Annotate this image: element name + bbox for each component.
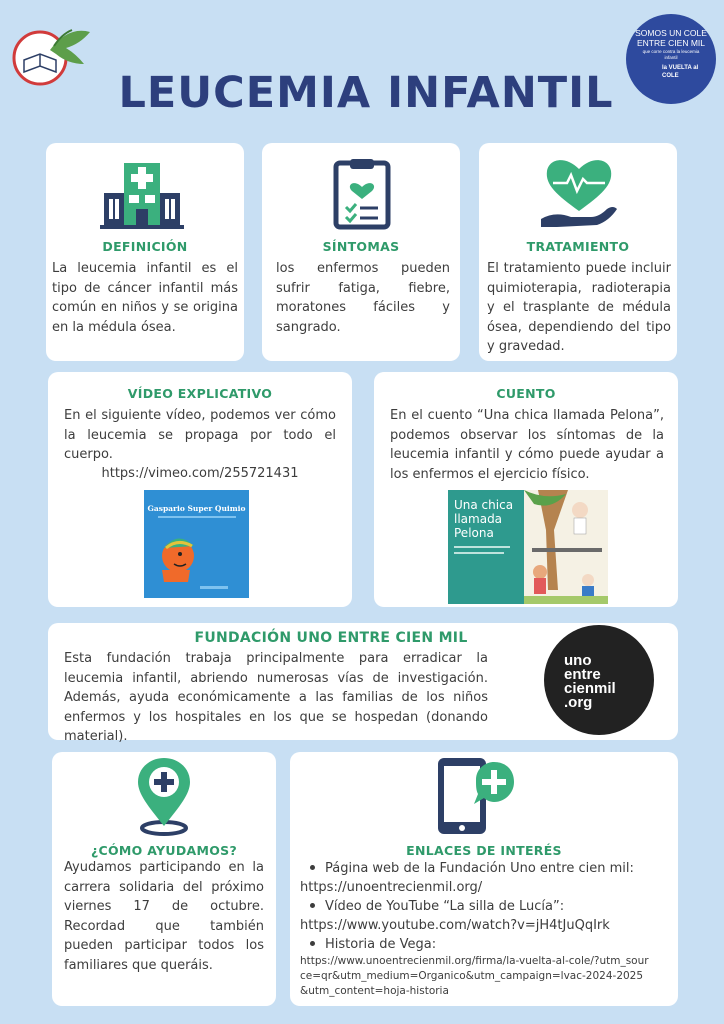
video-text: En el siguiente vídeo, podemos ver cómo la leucemia se propaga por todo el cuerpo.	[64, 408, 336, 462]
story-text: En el cuento “Una chica llamada Pelona”, podemos observar los síntomas de la leucemia infantil y cómo puede ayudar a los enfermos el ejercicio físico.	[390, 408, 664, 482]
list-item	[300, 897, 670, 935]
book-title-2: llamada	[454, 512, 503, 526]
book-illustration	[448, 490, 608, 604]
heart-hand-icon	[537, 153, 621, 235]
tablet-plus-icon	[432, 756, 516, 840]
page-title: LEUCEMIA INFANTIL	[118, 68, 614, 118]
symptoms-heading: SÍNTOMAS	[322, 239, 400, 254]
logo-line-uno: uno	[564, 652, 592, 669]
video-thumbnail[interactable]	[144, 490, 249, 598]
story-card	[374, 372, 678, 607]
how-we-help-heading: ¿CÓMO AYUDAMOS?	[90, 843, 238, 858]
bullet-icon	[310, 941, 315, 946]
foundation-heading: FUNDACIÓN UNO ENTRE CIEN MIL	[194, 630, 468, 646]
bullet-icon	[310, 903, 315, 908]
treatment-text: El tratamiento puede incluir quimioterapia, radioterapia y el trasplante de médula ósea, dependiendo del tipo y gravedad.	[487, 261, 671, 354]
video-link[interactable]: https://vimeo.com/255721431	[101, 466, 299, 481]
symptoms-text: los enfermos pueden sufrir fatiga, fiebre, moratones fáciles y sangrado.	[276, 261, 450, 335]
book-title-3: Pelona	[454, 526, 494, 540]
link-label: Página web de la Fundación Uno entre cien mil:	[325, 861, 634, 876]
video-heading: VÍDEO EXPLICATIVO	[127, 386, 273, 401]
badge-line4: la VUELTA al COLE	[662, 65, 699, 79]
links-card	[290, 752, 678, 1006]
definition-card	[46, 143, 244, 361]
logo-line-entre: entre	[564, 666, 601, 683]
link-url[interactable]: https://unoentrecienmil.org/	[300, 880, 483, 895]
badge-line2: ENTRE CIEN MIL	[636, 38, 705, 48]
story-heading: CUENTO	[496, 386, 556, 401]
logo-line-cienmil: cienmil	[564, 680, 616, 697]
cartoon-boy-icon	[144, 490, 249, 598]
left-logo	[10, 20, 94, 92]
definition-heading: DEFINICIÓN	[102, 239, 188, 254]
badge-line1: SOMOS UN COLE	[635, 28, 707, 38]
hospital-icon	[100, 159, 184, 235]
link-url[interactable]: https://www.youtube.com/watch?v=jH4tJuQqIrk	[300, 918, 610, 933]
foundation-logo[interactable]	[544, 625, 654, 735]
links-heading: ENLACES DE INTERÉS	[406, 843, 562, 858]
how-we-help-card	[52, 752, 276, 1006]
video-card	[48, 372, 352, 607]
list-item	[300, 935, 670, 999]
bullet-icon	[310, 865, 315, 870]
symptoms-card	[262, 143, 460, 361]
book-title-1: Una chica	[454, 498, 514, 512]
how-we-help-text: Ayudamos participando en la carrera solidaria del próximo viernes 17 de octubre. Recordad que también pueden participar todos los familiares que queráis.	[64, 860, 264, 973]
link-label: Historia de Vega:	[325, 937, 437, 952]
links-list	[300, 859, 670, 999]
link-label: Vídeo de YouTube “La silla de Lucía”:	[325, 899, 565, 914]
badge-line3: que corre contra la leucemia infantil	[642, 49, 700, 60]
clipboard-heart-icon	[332, 157, 392, 235]
campaign-badge	[624, 12, 718, 106]
treatment-heading: TRATAMIENTO	[526, 239, 630, 254]
video-thumb-title: Gaspario Super Quimio	[147, 504, 246, 513]
foundation-card	[48, 623, 678, 744]
book-cover[interactable]	[448, 490, 608, 604]
definition-text: La leucemia infantil es el tipo de cáncer infantil más común en niños y se origina en la médula ósea.	[52, 261, 238, 335]
list-item	[300, 859, 670, 897]
foundation-text: Esta fundación trabaja principalmente para erradicar la leucemia infantil, abriendo numerosas vías de investigación. Además, ayuda económicamente a las familias de los niños enfermos y los hospitales en los que se hospedan (donando material).	[64, 651, 488, 744]
link-url[interactable]: https://www.unoentrecienmil.org/firma/la-vuelta-al-cole/?utm_source=qr&utm_medium=Organico&utm_campaign=lvac-2024-2025&utm_content=hoja-historia	[300, 955, 649, 997]
location-plus-icon	[134, 756, 194, 842]
treatment-card	[479, 143, 677, 361]
logo-line-org: .org	[564, 694, 593, 711]
